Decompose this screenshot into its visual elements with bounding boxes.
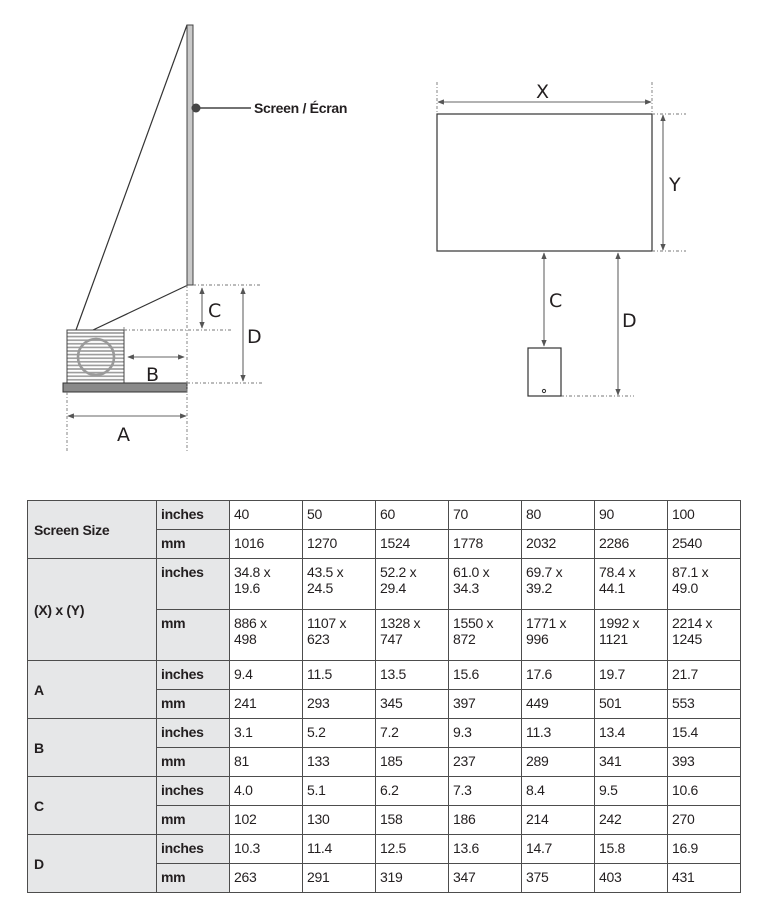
table-cell: 40 [230, 501, 303, 530]
table-cell: 100 [668, 501, 741, 530]
dimension-label-d-front: D [622, 310, 637, 332]
table-cell: 15.4 [668, 719, 741, 748]
table-cell: 81 [230, 748, 303, 777]
table-cell: 886 x 498 [230, 610, 303, 661]
table-cell: 13.5 [376, 661, 449, 690]
table-cell: 5.1 [303, 777, 376, 806]
table-cell: 341 [595, 748, 668, 777]
row-group-label: A [28, 661, 157, 719]
table-cell: 7.3 [449, 777, 522, 806]
row-group-label: B [28, 719, 157, 777]
unit-label: inches [157, 559, 230, 610]
table-cell: 15.6 [449, 661, 522, 690]
table-cell: 5.2 [303, 719, 376, 748]
table-cell: 449 [522, 690, 595, 719]
table-cell: 347 [449, 864, 522, 893]
table-cell: 263 [230, 864, 303, 893]
screen-callout-dot [192, 104, 201, 113]
unit-label: inches [157, 661, 230, 690]
row-group-label: Screen Size [28, 501, 157, 559]
table-cell: 80 [522, 501, 595, 530]
table-cell: 52.2 x 29.4 [376, 559, 449, 610]
unit-label: mm [157, 610, 230, 661]
table-cell: 501 [595, 690, 668, 719]
table-cell: 6.2 [376, 777, 449, 806]
unit-label: mm [157, 748, 230, 777]
screen-size-table [27, 500, 741, 893]
table-cell: 19.7 [595, 661, 668, 690]
table-cell: 375 [522, 864, 595, 893]
unit-label: inches [157, 501, 230, 530]
table-row [28, 661, 741, 690]
table-cell: 1524 [376, 530, 449, 559]
unit-label: mm [157, 690, 230, 719]
table-cell: 319 [376, 864, 449, 893]
table-row [28, 719, 741, 748]
projector-side [67, 330, 124, 383]
dimension-label-d: D [247, 326, 262, 348]
table-cell: 9.3 [449, 719, 522, 748]
table-cell: 43.5 x 24.5 [303, 559, 376, 610]
screen-side [187, 25, 193, 285]
table-cell: 1107 x 623 [303, 610, 376, 661]
table-cell: 133 [303, 748, 376, 777]
table-cell: 78.4 x 44.1 [595, 559, 668, 610]
table-cell: 70 [449, 501, 522, 530]
screen-front [437, 114, 652, 251]
table-cell: 185 [376, 748, 449, 777]
table-cell: 69.7 x 39.2 [522, 559, 595, 610]
table-cell: 403 [595, 864, 668, 893]
table-cell: 60 [376, 501, 449, 530]
table-cell: 553 [668, 690, 741, 719]
dimension-label-c-front: C [549, 290, 563, 312]
table-cell: 2286 [595, 530, 668, 559]
table-row [28, 835, 741, 864]
table-cell: 1778 [449, 530, 522, 559]
table-cell: 393 [668, 748, 741, 777]
unit-label: inches [157, 777, 230, 806]
dimension-label-y: Y [669, 174, 681, 196]
side-view-diagram [63, 25, 347, 452]
dimension-label-b: B [146, 364, 160, 386]
table-cell: 13.6 [449, 835, 522, 864]
row-group-label: (X) x (Y) [28, 559, 157, 661]
dimension-label-c: C [208, 300, 222, 322]
table-cell: 2540 [668, 530, 741, 559]
table-cell: 214 [522, 806, 595, 835]
projector-base [63, 383, 187, 392]
table-cell: 2214 x 1245 [668, 610, 741, 661]
projection-line-bottom [93, 285, 188, 330]
table-cell: 186 [449, 806, 522, 835]
table-cell: 15.8 [595, 835, 668, 864]
table-cell: 237 [449, 748, 522, 777]
table-row [28, 777, 741, 806]
table-cell: 1550 x 872 [449, 610, 522, 661]
table-cell: 21.7 [668, 661, 741, 690]
table-cell: 1016 [230, 530, 303, 559]
table-cell: 345 [376, 690, 449, 719]
table-cell: 10.3 [230, 835, 303, 864]
table-cell: 9.5 [595, 777, 668, 806]
table-cell: 11.4 [303, 835, 376, 864]
unit-label: mm [157, 864, 230, 893]
table-cell: 9.4 [230, 661, 303, 690]
table-cell: 14.7 [522, 835, 595, 864]
table-cell: 12.5 [376, 835, 449, 864]
unit-label: mm [157, 530, 230, 559]
table-cell: 16.9 [668, 835, 741, 864]
table-cell: 1328 x 747 [376, 610, 449, 661]
table-cell: 8.4 [522, 777, 595, 806]
table-cell: 291 [303, 864, 376, 893]
table-cell: 11.3 [522, 719, 595, 748]
dimension-label-x: X [536, 81, 550, 103]
table-cell: 87.1 x 49.0 [668, 559, 741, 610]
table-cell: 1270 [303, 530, 376, 559]
table-cell: 289 [522, 748, 595, 777]
table-row [28, 559, 741, 610]
table-cell: 293 [303, 690, 376, 719]
dimension-label-a: A [117, 424, 130, 446]
table-cell: 1992 x 1121 [595, 610, 668, 661]
table-row [28, 501, 741, 530]
table-cell: 50 [303, 501, 376, 530]
table-cell: 17.6 [522, 661, 595, 690]
table-cell: 7.2 [376, 719, 449, 748]
table-cell: 4.0 [230, 777, 303, 806]
table-cell: 3.1 [230, 719, 303, 748]
table-cell: 102 [230, 806, 303, 835]
table-cell: 90 [595, 501, 668, 530]
table-cell: 61.0 x 34.3 [449, 559, 522, 610]
unit-label: inches [157, 719, 230, 748]
table-cell: 34.8 x 19.6 [230, 559, 303, 610]
table-cell: 1771 x 996 [522, 610, 595, 661]
table-cell: 397 [449, 690, 522, 719]
front-view-diagram [437, 81, 686, 396]
table-cell: 158 [376, 806, 449, 835]
table-cell: 2032 [522, 530, 595, 559]
table-cell: 241 [230, 690, 303, 719]
screen-label: Screen / Écran [254, 100, 348, 116]
unit-label: inches [157, 835, 230, 864]
table-cell: 130 [303, 806, 376, 835]
table-cell: 13.4 [595, 719, 668, 748]
projector-front [528, 348, 561, 396]
row-group-label: C [28, 777, 157, 835]
table-cell: 270 [668, 806, 741, 835]
projection-line-top [76, 25, 187, 330]
unit-label: mm [157, 806, 230, 835]
table-cell: 10.6 [668, 777, 741, 806]
table-body [28, 501, 741, 893]
table-cell: 431 [668, 864, 741, 893]
row-group-label: D [28, 835, 157, 893]
table-cell: 11.5 [303, 661, 376, 690]
table-cell: 242 [595, 806, 668, 835]
